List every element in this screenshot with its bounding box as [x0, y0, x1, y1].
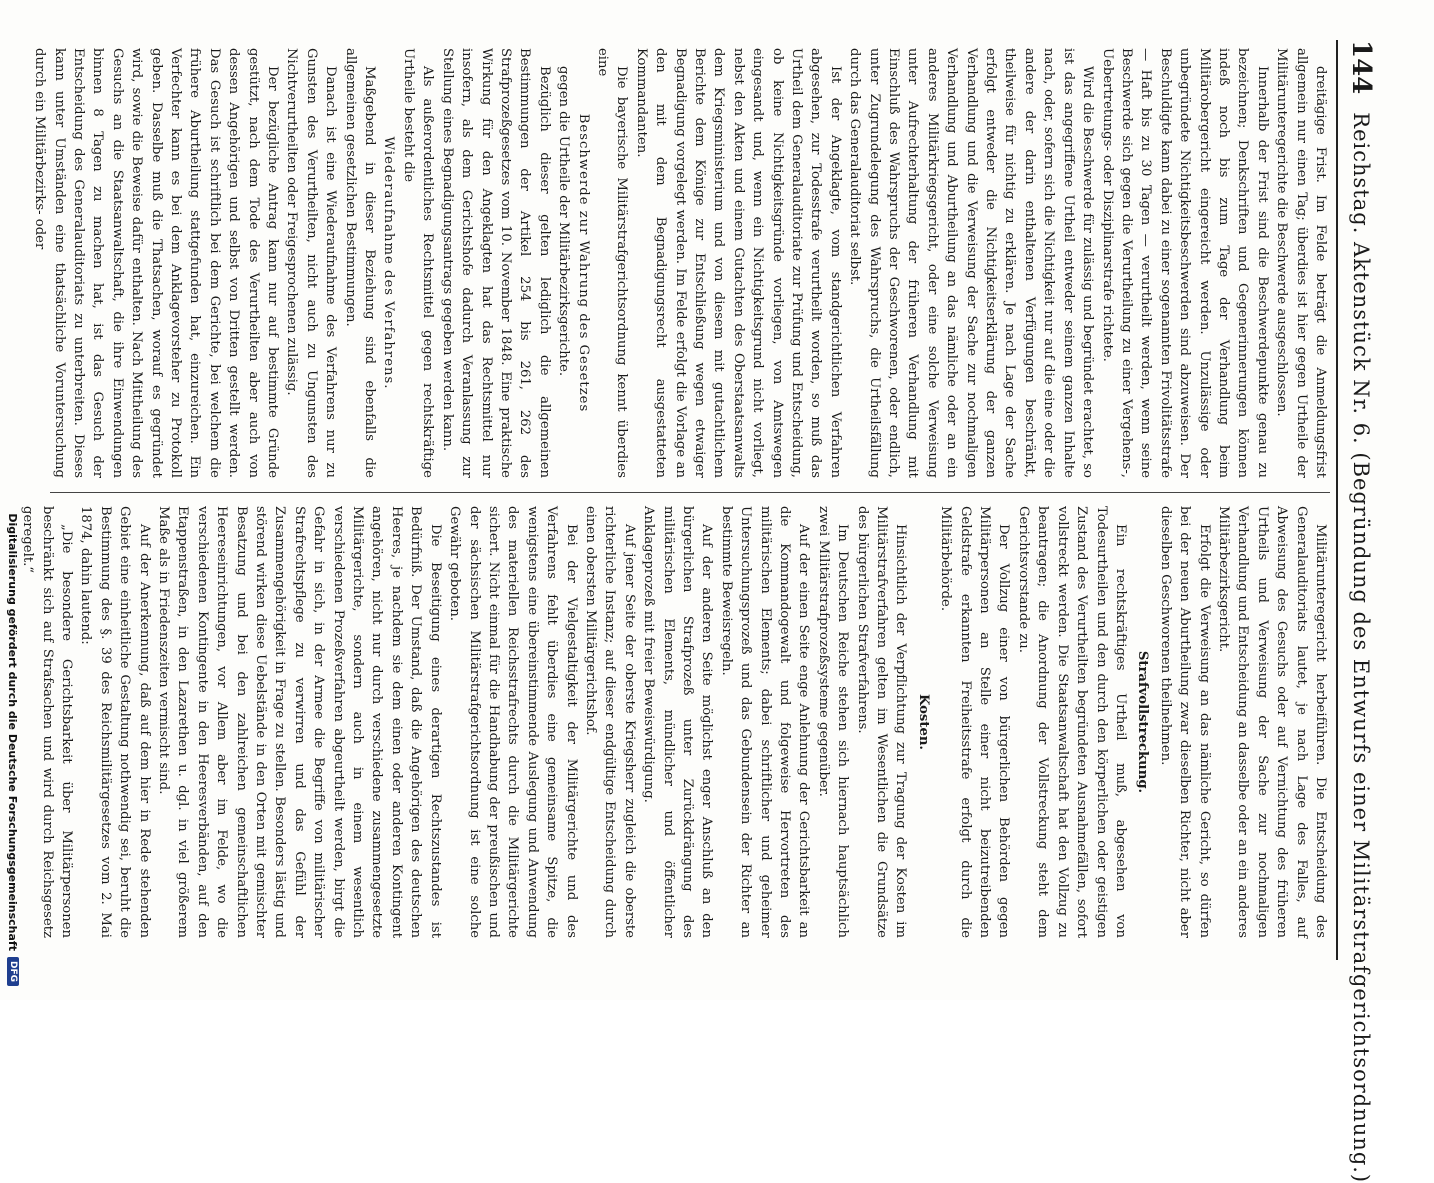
text-column-left: [32, 48, 1330, 478]
paragraph: gegen die Urtheile der Militärbezirksgerichte.: [556, 66, 572, 377]
paragraph: Bezüglich dieser gelten lediglich die allgemeinen Bestimmungen der Artikel 254 bis 261, 262 des Strafprozeßgesetzes vom 10. November 1848. Eine praktische Wirkung für den Angeklagten hat das Rechtsmittel nur insofern, als dem Gerichtshofe dadurch Veranlassung zur Stellung eines Begnadigungsantrags gegeben werden kann.: [439, 48, 552, 478]
paragraph: Ein rechtskräftiges Urtheil muß, abgesehen von Todesurtheilen und den durch den körperlichen oder geistigen Zustand des Verurtheilten begründeten Ausnahmefällen, sofort vollstreckt werden. Die Staatsanwaltschaft hat den Vollzug zu beantragen; die Anordnung der Vollstreckung steht dem Gerichtsvorstande zu.: [1015, 506, 1128, 938]
paragraph: Ist der Angeklagte, vom standgerichtlichen Verfahren abgesehen, zur Todesstrafe verurtheilt worden, so muß das Urtheil dem Generalauditoriate zur Prüfung und Entscheidung, ob keine Nichtigkeitsgründe vorliegen, von Amtswegen eingesandt und, wenn ein Nichtigkeitsgrund nicht vorliegt, nebst den Akten und einem Gutachten des Oberstaatsanwalts dem Kriegsministerium und von diesem mit gutachtlichem Berichte dem Könige zur Entschließung wegen etwaiger Begnadigung vorgelegt werden. Im Felde erfolgt die Vorlage an den mit dem Begnadigungsrecht ausgestatteten Kommandanten.: [633, 48, 843, 478]
dfg-logo: DFG: [7, 957, 19, 986]
page-header: [1336, 40, 1384, 1183]
paragraph: Die bayerische Militärstrafgerichtsordnung kennt überdies eine: [594, 48, 630, 478]
paragraph: Erfolgt die Verweisung an das nämliche Gericht, so dürfen bei der neuen Aburtheilung zwar dieselben Richter, nicht aber dieselben Geschworenen theilnehmen.: [1157, 506, 1212, 938]
paragraph: Innerhalb der Frist sind die Beschwerdepunkte genau zu bezeichnen; Denkschriften und Gegenerinnerungen können indeß noch bis zum Tage der Verhandlung beim Militärobergericht eingereicht werden. Unzulässige oder unbegründete Nichtigkeitsbeschwerden sind abzuweisen. Der Beschuldigte kann dabei zu einer sogenannten Frivolitätsstrafe — Haft bis zu 30 Tagen — verurtheilt werden, wenn seine Beschwerde sich gegen die Verurtheilung zu einer Vergehens-, Uebertretungs- oder Disziplinarstrafe richtete.: [1099, 48, 1270, 478]
paragraph: Bei der Vielgestaltigkeit der Militärgerichte und des Verfahrens fehlt überdies eine gemeinsame Spitze, die wenigstens eine übereinstimmende Auslegung und Anwendung des materiellen Reichsstrafrechts durch die Militärgerichte sichert. Nicht einmal für die Handhabung der preußischen und der sächsischen Militärstrafgerichtsordnung ist eine solche Gewähr geboten.: [447, 506, 579, 938]
digitization-credit: [0, 0, 26, 1000]
subsection-heading: Wiederaufnahme des Verfahrens.: [381, 136, 397, 390]
paragraph: Wird die Beschwerde für zulässig und begründet erachtet, so ist das angegriffene Urtheil entweder seinem ganzen Inhalte nach, oder, sofern sich die Nichtigkeit nur auf die eine oder die andere der darin enthaltenen Verfügungen beschränkt, theilweise für nichtig zu erklären. Je nach Lage der Sache erfolgt entweder die Nichtigkeitserklärung der ganzen Verhandlung und die Verweisung der Sache zur nochmaligen Verhandlung und Aburtheilung an das nämliche oder an ein anderes Militärkriegsgericht, oder eine solche Verweisung unter Aufrechterhaltung der früheren Verhandlung mit Einschluß des Wahrspruchs der Geschworenen, oder endlich, unter Zugrundelegung des Wahrspruchs, die Urtheilsfällung durch das Generalauditoriat selbst.: [847, 48, 1096, 478]
paragraph: Militärunteregericht herbeiführen. Die Entscheidung des Generalauditoriats lautet, je nach Lage des Falles, auf Abweisung des Gesuchs oder auf Vernichtung des früheren Urtheils und Verweisung der Sache zur nochmaligen Verhandlung und Entscheidung an dasselbe oder an ein anderes Militärbezirksgericht.: [1215, 506, 1328, 938]
paragraph: Auf der einen Seite enge Anlehnung der Gerichtsbarkeit an die Kommandogewalt und folgeweise Hervortreten des militärischen Elements; dabei schriftlicher und geheimer Untersuchungsprozeß und das Gebundensein der Richter an bestimmte Beweisregeln.: [718, 506, 812, 938]
paragraph: Auf der anderen Seite möglichst enger Anschluß an den bürgerlichen Strafprozeß unter Zurückdrängung des militärischen Elements, mündlicher und öffentlicher Anklageprozeß mit freier Beweiswürdigung.: [641, 506, 715, 938]
paragraph: dreitägige Frist. Im Felde beträgt die Anmeldungsfrist allgemein nur einen Tag; überdies ist hier gegen Urtheile der Militärunteregerichte die Beschwerde ausgeschlossen.: [1274, 48, 1328, 478]
page-number: 144: [1346, 40, 1376, 95]
paragraph: Maßgebend in dieser Beziehung sind ebenfalls die allgemeinen gesetzlichen Bestimmungen.: [342, 48, 378, 478]
paragraph: Hinsichtlich der Verpflichtung zur Tragung der Kosten im Militärstrafverfahren gelten im Wesentlichen die Grundsätze des bürgerlichen Strafverfahrens.: [854, 506, 909, 938]
credit-text: Digitalisierung gefördert durch die Deutsche Forschungsgemeinschaft: [6, 513, 20, 951]
subsection-heading: Beschwerde zur Wahrung des Gesetzes: [575, 113, 591, 413]
column-divider: [50, 492, 1330, 493]
section-heading: Strafvollstreckung.: [1135, 650, 1151, 794]
paragraph: Die Beseitigung eines derartigen Rechtszustandes ist Bedürfniß. Der Umstand, daß die Angehörigen des deutschen Heeres, je nachdem sie dem einen oder anderen Kontingent angehören, nicht nur durch verschiedene zusammengesetzte Militärgerichte, sondern auch in einem wesentlich verschiedenen Prozeßverfahren abgeurtheilt werden, birgt die Gefahr in sich, in der Armee die Begriffe von militärischer Strafrechtspflege zu verwirren und das Gefühl der Zusammengehörigkeit in Frage zu stellen. Besonders lästig und störend wirken diese Uebelstände in den Orten mit gemischter Besatzung und bei den zahlreichen gemeinschaftlichen Heereseinrichtungen, vor Allem aber im Felde, wo die verschiedenen Kontingente in den Heeresverbänden, auf den Etappenstraßen, in den Lazarethen u. dgl. in viel größerem Maße als in Friedenszeiten vermischt sind.: [156, 506, 443, 938]
paragraph: Als außerordentliches Rechtsmittel gegen rechtskräftige Urtheile besteht die: [400, 48, 436, 478]
paragraph: Der bezügliche Antrag kann nur auf bestimmte Gründe gestützt, nach dem Tode des Verurtheilten aber auch von dessen Angehörigen und selbst von Dritten gestellt werden. Das Gesuch ist schriftlich bei dem Gerichte, bei welchem die frühere Aburtheilung stattgefunden hat, einzureichen. Ein Verfechter kann es bei dem Anklagevorsteher zu Protokoll geben. Dasselbe muß die Thatsachen, worauf es gegründet wird, sowie die Beweise dafür enthalten. Nach Mittheilung des Gesuchs an die Staatsanwaltschaft, die ihre Einwendungen binnen 8 Tagen zu machen hat, ist das Gesuch der Entscheidung des Generalauditoriats zu unterbreiten. Dieses kann unter Umständen eine thatsächliche Voruntersuchung durch ein Militärbezirks- oder: [32, 48, 281, 478]
paragraph: Im Deutschen Reiche stehen sich hiernach hauptsächlich zwei Militärstrafprozeßsysteme gegenüber.: [815, 506, 851, 938]
paragraph: Auf der Anerkennung, daß auf dem hier in Rede stehenden Gebiet eine einheitliche Gestaltung nothwendig sei, beruht die Bestimmung des §. 39 des Reichsmilitärgesetzes vom 2. Mai 1874, dahin lautend:: [78, 506, 152, 938]
section-heading: Kosten.: [915, 693, 931, 751]
paragraph: Der Vollzug einer von bürgerlichen Behörden gegen Militärpersonen an Stelle einer nicht beizutreibenden Geldstrafe erkannten Freiheitsstrafe erfolgt durch die Militärbehörde.: [938, 506, 1012, 938]
text-column-right: [20, 506, 1330, 938]
paragraph: „Die besondere Gerichtsbarkeit über Militärpersonen beschränkt sich auf Strafsachen und wird durch Reichsgesetz geregelt.“: [20, 506, 74, 938]
page-title: Reichstag. Aktenstück Nr. 6. (Begründung des Entwurfs einer Militärstrafgerichtsordnung.): [1349, 112, 1373, 1183]
paragraph: Danach ist eine Wiederaufnahme des Verfahrens nur zu Gunsten des Verurtheilten, nicht auch zu Ungunsten des Nichtverurtheilten oder Freigesprochenen zulässig.: [284, 48, 339, 478]
paragraph: Auf jener Seite der oberste Kriegsherr zugleich die oberste richterliche Instanz; auf dieser endgültige Entscheidung durch einen obersten Militärgerichtshof.: [582, 506, 637, 938]
